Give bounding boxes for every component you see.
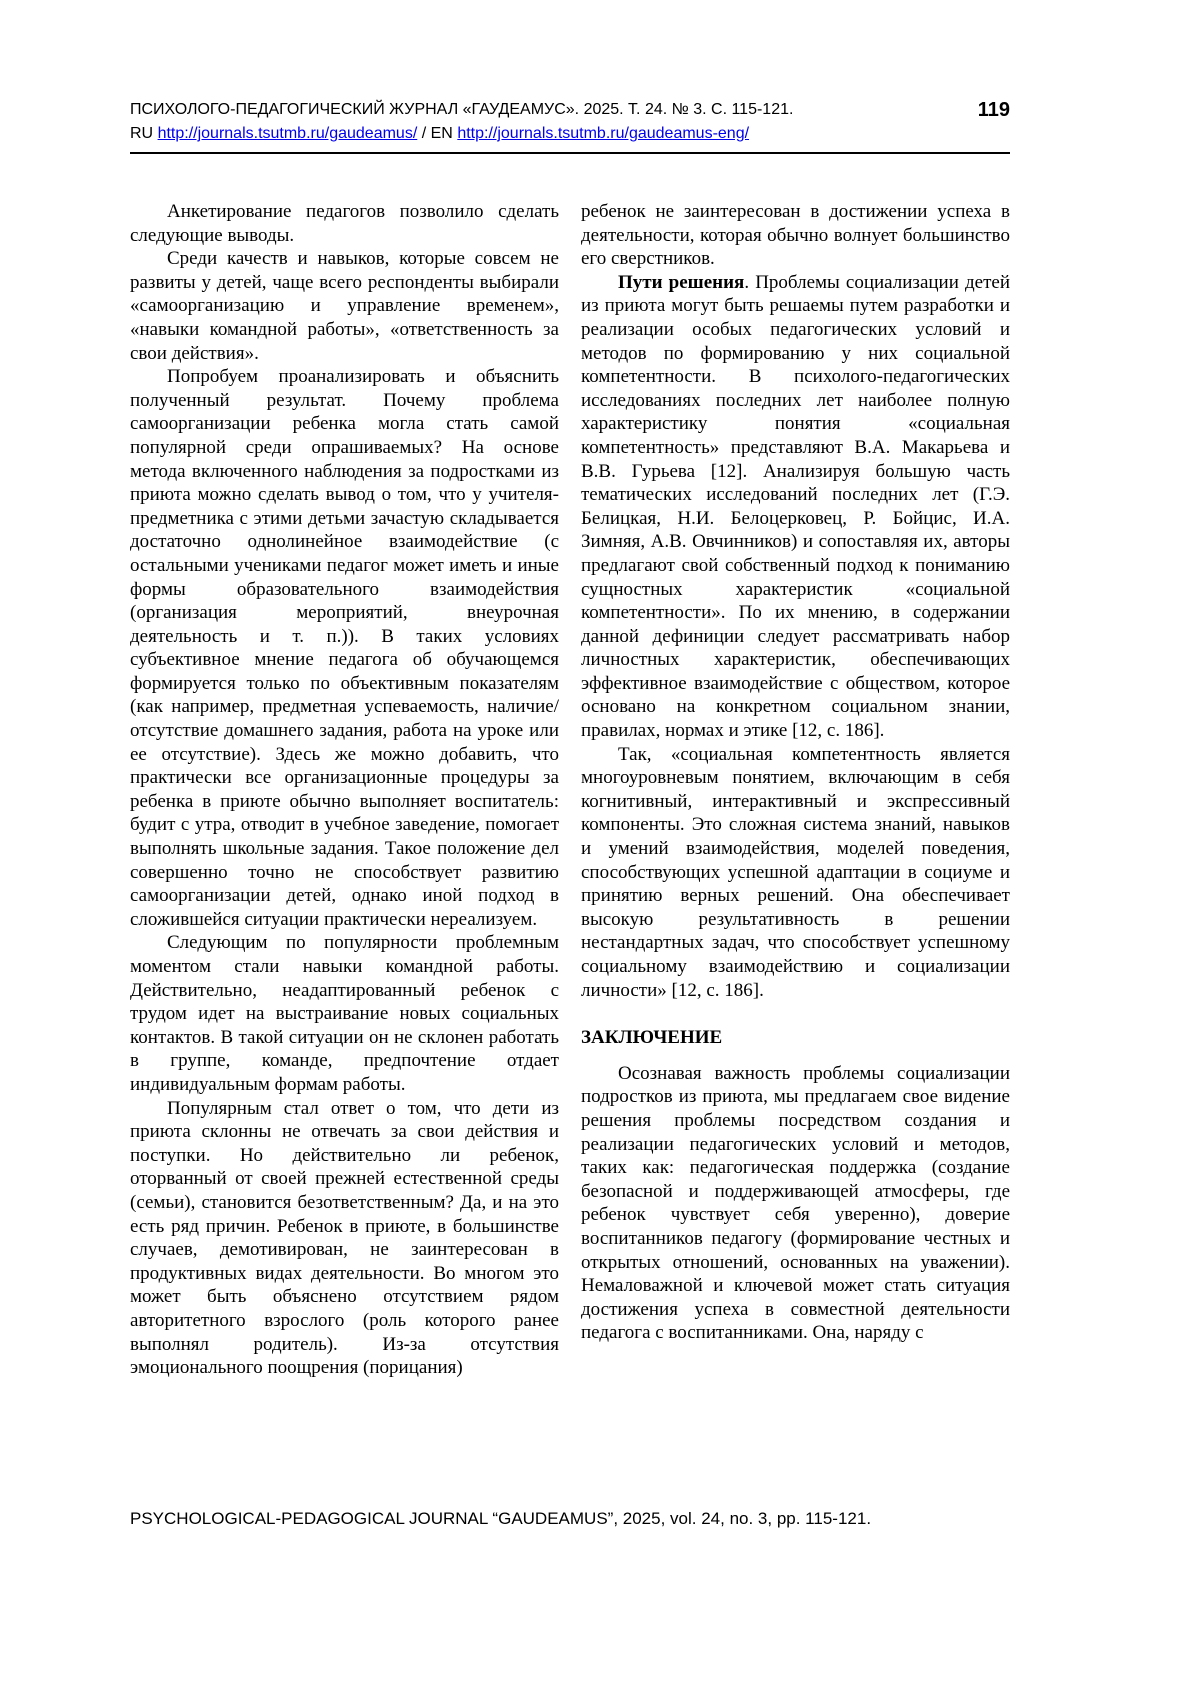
right-column — [581, 200, 1010, 1380]
footer-citation: PSYCHOLOGICAL-PEDAGOGICAL JOURNAL “GAUDEAMUS”, 2025, vol. 24, no. 3, pp. 115-121. — [130, 1509, 872, 1528]
paragraph: Следующим по популярности проблемным моментом стали навыки командной работы. Действительно, неадаптированный ребенок с трудом идет на выстраивание новых социальных контактов. В такой ситуации он не склонен работать в группе, команде, предпочтение отдает индивидуальным формам работы. — [130, 932, 559, 1095]
journal-title-line: ПСИХОЛОГО-ПЕДАГОГИЧЕСКИЙ ЖУРНАЛ «ГАУДЕАМУС». 2025. Т. 24. № 3. С. 115-121. — [130, 101, 794, 118]
page-footer — [130, 1508, 1010, 1530]
page-header — [130, 0, 1010, 154]
en-label: EN — [430, 125, 453, 142]
header-rule — [130, 152, 1010, 154]
header-links-row — [130, 122, 1010, 146]
paragraph: Попробуем проанализировать и объяснить полученный результат. Почему проблема самоорганизации ребенка могла стать самой популярной среди опрашиваемых? На основе метода включенного наблюдения за подростками из приюта можно сделать вывод о том, что у учителя-предметника с этими детьми зачастую складывается достаточно однолинейное взаимодействие (с остальными учениками педагог может иметь и иные формы образовательного взаимодействия (организация мероприятий, внеурочная деятельность и т. п.)). В таких условиях субъективное мнение педагога об обучающемся формируется только по объективным показателям (как например, предметная успеваемость, наличие/отсутствие домашнего задания, работа на уроке или ее отсутствие). Здесь же можно добавить, что практически все организационные процедуры за ребенка в приюте обычно выполняет воспитатель: будит с утра, отводит в учебное заведение, помогает выполнять школьные задания. Такое положение дел совершенно точно не способствует развитию самоорганизации детей, однако иной подход в сложившейся ситуации практически нереализуем. — [130, 366, 559, 930]
paragraph: ребенок не заинтересован в достижении успеха в деятельности, которая обычно волнует большинство его сверстников. — [581, 201, 1010, 270]
paragraph: Анкетирование педагогов позволило сделать следующие выводы. — [130, 201, 559, 246]
page-number: 119 — [977, 99, 1010, 121]
paragraph: Среди качеств и навыков, которые совсем не развиты у детей, чаще всего респонденты выбирали «самоорганизацию и управление временем», «навыки командной работы», «ответственность за свои действия». — [130, 248, 559, 364]
paragraph: Так, «социальная компетентность является многоуровневым понятием, включающим в себя когнитивный, интерактивный и экспрессивный компоненты. Это сложная система знаний, навыков и умений взаимодействия, моделей поведения, способствующих успешной адаптации в социуме и принятию верных решений. Она обеспечивает высокую результативность в решении нестандартных задач, что способствует успешному социальному взаимодействию и социализации личности» [12, с. 186]. — [581, 743, 1010, 1001]
paragraph-lead: Пути решения — [618, 271, 745, 293]
section-heading: ЗАКЛЮЧЕНИЕ — [581, 1027, 723, 1049]
en-journal-link[interactable]: http://journals.tsutmb.ru/gaudeamus-eng/ — [457, 125, 750, 142]
left-column — [130, 200, 559, 1380]
page-content — [130, 0, 1010, 1380]
paragraph: Осознавая важность проблемы социализации подростков из приюта, мы предлагаем свое видение решения проблемы посредством создания и реализации педагогических условий и методов, таких как: педагогическая поддержка (создание безопасной и поддерживающей атмосферы, где ребенок чувствует себя уверенно), доверие воспитанников педагогу (формирование честных и открытых отношений, основанных на уважении). Немаловажной и ключевой может стать ситуация достижения успеха в совместной деятельности педагога с воспитанниками. Она, наряду с — [581, 1062, 1010, 1344]
article-body — [130, 200, 1010, 1380]
ru-journal-link[interactable]: http://journals.tsutmb.ru/gaudeamus/ — [157, 125, 418, 142]
lang-divider: / — [421, 125, 427, 142]
ru-label: RU — [130, 125, 154, 142]
paragraph: Популярным стал ответ о том, что дети из приюта склонны не отвечать за свои действия и поступки. Но действительно ли ребенок, оторванный от своей прежней естественной среды (семьи), становится безответственным? Да, и на это есть ряд причин. Ребенок в приюте, в большинстве случаев, демотивирован, не заинтересован в продуктивных видах деятельности. Во многом это может быть объяснено отсутствием рядом авторитетного взрослого (роль которого ранее выполнял родитель). Из-за отсутствия эмоционального поощрения (порицания) — [130, 1097, 559, 1379]
paragraph: Пути решения. Проблемы социализации детей из приюта могут быть решаемы путем разработки и реализации особых педагогических условий и методов по формированию у них социальной компетентности. В психолого-педагогических исследованиях последних лет наиболее полную характеристику понятия «социальная компетентность» представляют В.А. Макарьева и В.В. Гурьева [12]. Анализируя большую часть тематических исследований последних лет (Г.Э. Белицкая, Н.И. Белоцерковец, Р. Бойцис, И.А. Зимняя, А.В. Овчинников) и сопоставляя их, авторы предлагают свой собственный подход к пониманию сущностных характеристик «социальной компетентности». По их мнению, в содержании данной дефиниции следует рассматривать набор личностных характеристик, обеспечивающих эффективное взаимодействие с обществом, которое основано на конкретном социальном знании, правилах, нормах и этике [12, с. 186]. — [581, 271, 1010, 742]
header-top-row — [130, 98, 1010, 122]
